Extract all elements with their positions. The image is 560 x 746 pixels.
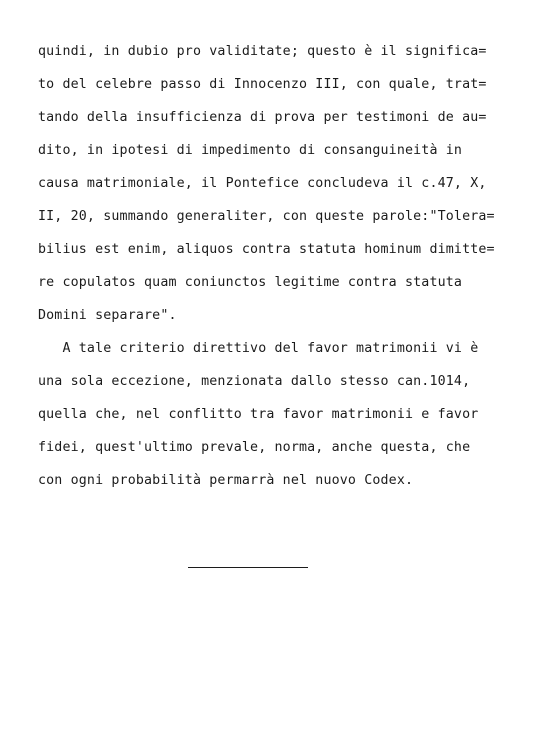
text-line: quella che, nel conflitto tra favor matrimonii e favor (38, 407, 479, 422)
text-line: con ogni probabilità permarrà nel nuovo Codex. (38, 473, 414, 488)
text-line: Domini separare". (38, 308, 177, 323)
text-line: quindi, in dubio pro validitate; questo è il significa= (38, 44, 487, 59)
text-line: to del celebre passo di Innocenzo III, con quale, trat= (38, 77, 487, 92)
text-line: II, 20, summando generaliter, con queste parole:"Tolera= (38, 209, 495, 224)
text-line: fidei, quest'ultimo prevale, norma, anche questa, che (38, 440, 471, 455)
text-line: una sola eccezione, menzionata dallo stesso can.1014, (38, 374, 471, 389)
text-line: causa matrimoniale, il Pontefice concludeva il c.47, X, (38, 176, 487, 191)
text-line: re copulatos quam coniunctos legitime contra statuta (38, 275, 463, 290)
end-of-section-rule (188, 567, 308, 568)
text-line: dito, in ipotesi di impedimento di consanguineità in (38, 143, 463, 158)
text-line: tando della insufficienza di prova per testimoni de au= (38, 110, 487, 125)
text-line: A tale criterio direttivo del favor matrimonii vi è (38, 341, 479, 356)
text-line: bilius est enim, aliquos contra statuta hominum dimitte= (38, 242, 495, 257)
